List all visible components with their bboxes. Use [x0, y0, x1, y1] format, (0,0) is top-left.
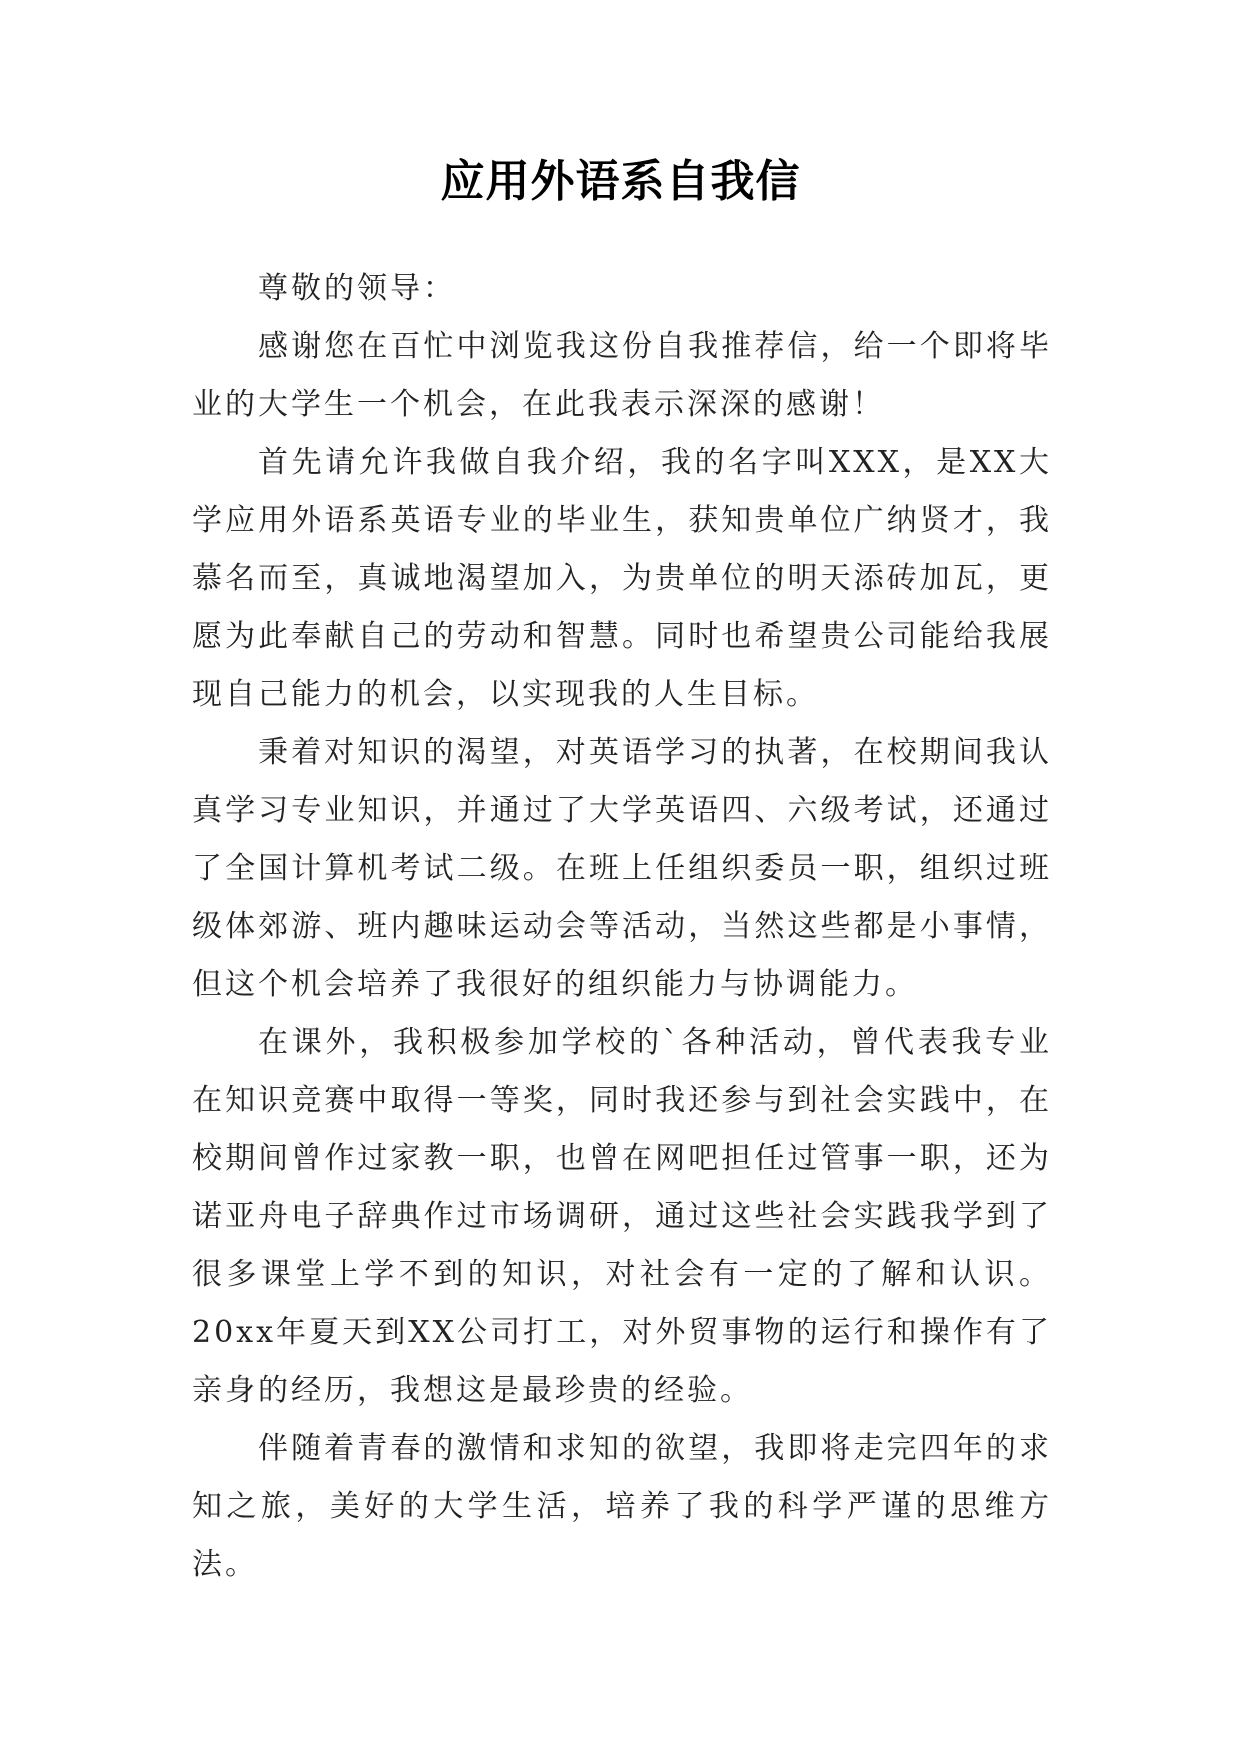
document-title: 应用外语系自我信	[440, 156, 801, 207]
paragraph-thanks: 感谢您在百忙中浏览我这份自我推荐信，给一个即将毕业的大学生一个机会，在此我表示深深的感谢！	[192, 329, 1052, 422]
paragraph-introduction: 首先请允许我做自我介绍，我的名字叫XXX，是XX大学应用外语系英语专业的毕业生，获知贵单位广纳贤才，我慕名而至，真诚地渴望加入，为贵单位的明天添砖加瓦，更愿为此奉献自己的劳动和智慧。同时也希望贵公司能给我展现自己能力的机会，以实现我的人生目标。	[192, 445, 1052, 712]
paragraph-closing: 伴随着青春的激情和求知的欲望，我即将走完四年的求知之旅，美好的大学生活，培养了我的科学严谨的思维方法。	[192, 1431, 1052, 1582]
document-body	[192, 260, 1052, 1594]
salutation: 尊敬的领导：	[258, 271, 456, 306]
paragraph-activities: 在课外，我积极参加学校的`各种活动，曾代表我专业在知识竞赛中取得一等奖，同时我还参与到社会实践中，在校期间曾作过家教一职，也曾在网吧担任过管事一职，还为诺亚舟电子辞典作过市场调研，通过这些社会实践我学到了很多课堂上学不到的知识，对社会有一定的了解和认识。20xx年夏天到XX公司打工，对外贸事物的运行和操作有了亲身的经历，我想这是最珍贵的经验。	[192, 1025, 1052, 1408]
paragraph-studies: 秉着对知识的渴望，对英语学习的执著，在校期间我认真学习专业知识，并通过了大学英语四、六级考试，还通过了全国计算机考试二级。在班上任组织委员一职，组织过班级体郊游、班内趣味运动会等活动，当然这些都是小事情，但这个机会培养了我很好的组织能力与协调能力。	[192, 735, 1052, 1002]
